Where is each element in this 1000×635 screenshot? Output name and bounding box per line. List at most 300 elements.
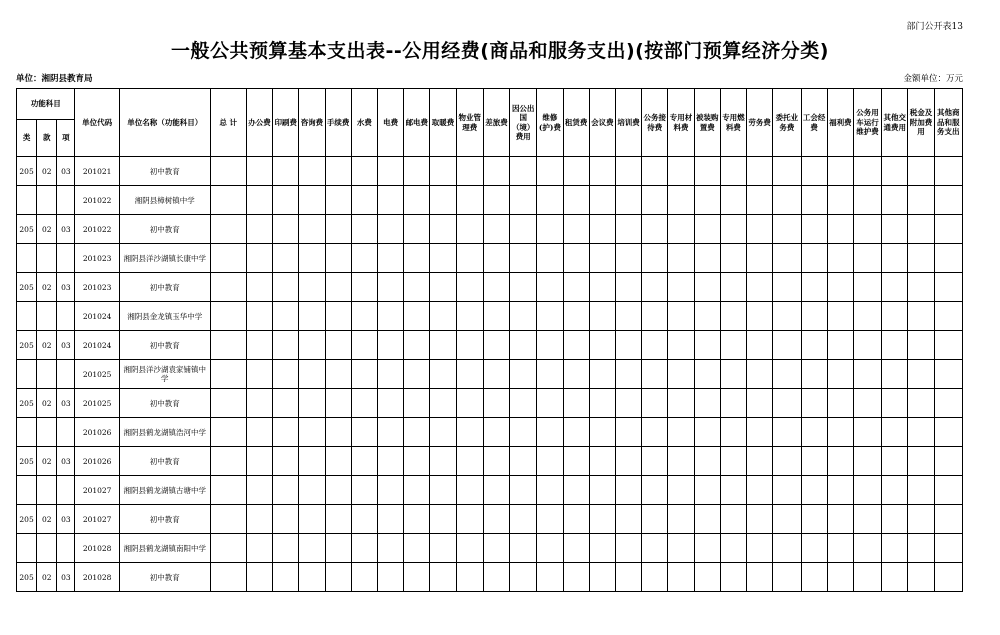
header-expense-8: 物业管理费 <box>456 89 483 157</box>
header-expense-20: 委托业务费 <box>773 89 801 157</box>
cell-expense <box>589 505 615 534</box>
cell-expense <box>299 476 325 505</box>
cell-expense <box>377 273 403 302</box>
cell-expense <box>589 447 615 476</box>
cell-expense <box>615 418 641 447</box>
cell-expense <box>563 331 589 360</box>
cell-expense <box>563 534 589 563</box>
cell-unit-name: 初中教育 <box>119 157 210 186</box>
cell-expense <box>351 447 377 476</box>
cell-expense <box>404 447 430 476</box>
cell-expense <box>720 389 746 418</box>
cell-expense <box>483 447 509 476</box>
cell-expense <box>589 360 615 389</box>
table-row <box>17 302 963 331</box>
cell-expense <box>563 418 589 447</box>
cell-expense <box>720 418 746 447</box>
cell-expense <box>537 331 563 360</box>
cell-expense <box>273 302 299 331</box>
cell-expense <box>273 273 299 302</box>
header-expense-22: 福利费 <box>827 89 853 157</box>
header-expense-10: 因公出国（境）费用 <box>510 89 537 157</box>
cell-expense <box>827 389 853 418</box>
cell-expense <box>325 157 351 186</box>
cell-expense <box>351 215 377 244</box>
cell-expense <box>773 505 801 534</box>
cell-expense <box>908 389 934 418</box>
cell-kuan: 02 <box>37 273 57 302</box>
cell-expense <box>404 273 430 302</box>
cell-expense <box>668 215 694 244</box>
cell-total <box>210 157 246 186</box>
cell-expense <box>827 418 853 447</box>
cell-expense <box>934 302 962 331</box>
cell-expense <box>430 157 456 186</box>
cell-expense <box>827 447 853 476</box>
cell-expense <box>773 244 801 273</box>
cell-expense <box>563 447 589 476</box>
cell-expense <box>404 244 430 273</box>
cell-expense <box>273 476 299 505</box>
cell-expense <box>694 389 720 418</box>
cell-expense <box>351 505 377 534</box>
cell-expense <box>801 534 827 563</box>
cell-expense <box>720 186 746 215</box>
cell-unit-code: 201026 <box>75 418 119 447</box>
cell-expense <box>908 534 934 563</box>
cell-expense <box>510 302 537 331</box>
cell-lei: 205 <box>17 563 37 592</box>
cell-expense <box>801 244 827 273</box>
cell-expense <box>246 273 272 302</box>
cell-expense <box>273 505 299 534</box>
cell-expense <box>483 273 509 302</box>
cell-kuan <box>37 186 57 215</box>
cell-expense <box>642 186 668 215</box>
cell-expense <box>456 360 483 389</box>
cell-expense <box>827 476 853 505</box>
cell-expense <box>563 273 589 302</box>
cell-expense <box>773 302 801 331</box>
cell-expense <box>246 534 272 563</box>
cell-expense <box>908 273 934 302</box>
cell-expense <box>827 186 853 215</box>
cell-expense <box>430 244 456 273</box>
cell-expense <box>882 215 908 244</box>
cell-expense <box>642 505 668 534</box>
header-expense-12: 租赁费 <box>563 89 589 157</box>
cell-total <box>210 244 246 273</box>
cell-lei: 205 <box>17 331 37 360</box>
cell-expense <box>377 505 403 534</box>
cell-expense <box>615 215 641 244</box>
header-func-lei: 类 <box>17 120 37 157</box>
header-expense-9: 差旅费 <box>483 89 509 157</box>
cell-unit-name: 湘阴县洋沙湖袁家铺镇中学 <box>119 360 210 389</box>
header-expense-26: 其他商品和服务支出 <box>934 89 962 157</box>
cell-unit-name: 湘阴县鹤龙湖镇古塘中学 <box>119 476 210 505</box>
cell-expense <box>720 157 746 186</box>
cell-expense <box>668 273 694 302</box>
cell-expense <box>456 447 483 476</box>
cell-expense <box>773 186 801 215</box>
cell-kuan <box>37 302 57 331</box>
cell-expense <box>853 447 881 476</box>
cell-expense <box>273 534 299 563</box>
cell-expense <box>747 331 773 360</box>
cell-xiang <box>57 360 75 389</box>
cell-expense <box>882 186 908 215</box>
cell-expense <box>377 244 403 273</box>
cell-lei: 205 <box>17 389 37 418</box>
cell-expense <box>404 534 430 563</box>
cell-expense <box>882 563 908 592</box>
cell-expense <box>589 186 615 215</box>
header-func-kuan: 款 <box>37 120 57 157</box>
cell-unit-code: 201027 <box>75 476 119 505</box>
cell-expense <box>483 534 509 563</box>
cell-expense <box>351 273 377 302</box>
cell-expense <box>720 476 746 505</box>
cell-expense <box>827 244 853 273</box>
cell-expense <box>299 505 325 534</box>
cell-expense <box>747 389 773 418</box>
cell-expense <box>456 331 483 360</box>
cell-xiang <box>57 418 75 447</box>
cell-expense <box>483 418 509 447</box>
cell-expense <box>668 244 694 273</box>
cell-expense <box>615 389 641 418</box>
cell-expense <box>483 563 509 592</box>
cell-xiang: 03 <box>57 563 75 592</box>
cell-expense <box>908 563 934 592</box>
cell-kuan: 02 <box>37 563 57 592</box>
cell-expense <box>908 476 934 505</box>
cell-expense <box>853 186 881 215</box>
cell-expense <box>694 505 720 534</box>
cell-expense <box>351 476 377 505</box>
cell-expense <box>589 157 615 186</box>
cell-expense <box>537 244 563 273</box>
cell-expense <box>934 360 962 389</box>
cell-unit-code: 201022 <box>75 215 119 244</box>
header-expense-7: 取暖费 <box>430 89 456 157</box>
cell-expense <box>430 360 456 389</box>
cell-expense <box>615 244 641 273</box>
cell-expense <box>642 157 668 186</box>
cell-unit-code: 201028 <box>75 534 119 563</box>
cell-expense <box>615 447 641 476</box>
cell-expense <box>483 244 509 273</box>
cell-expense <box>483 215 509 244</box>
cell-unit-code: 201023 <box>75 244 119 273</box>
cell-expense <box>404 302 430 331</box>
cell-unit-name: 初中教育 <box>119 505 210 534</box>
cell-expense <box>882 244 908 273</box>
cell-expense <box>827 157 853 186</box>
cell-expense <box>934 389 962 418</box>
table-row <box>17 215 963 244</box>
cell-expense <box>430 505 456 534</box>
cell-expense <box>773 157 801 186</box>
cell-expense <box>720 360 746 389</box>
cell-expense <box>456 186 483 215</box>
cell-expense <box>668 186 694 215</box>
cell-expense <box>430 302 456 331</box>
table-row <box>17 273 963 302</box>
cell-expense <box>325 186 351 215</box>
cell-expense <box>694 476 720 505</box>
cell-expense <box>882 447 908 476</box>
cell-expense <box>404 331 430 360</box>
cell-expense <box>510 186 537 215</box>
cell-expense <box>537 505 563 534</box>
table-row <box>17 331 963 360</box>
cell-expense <box>351 244 377 273</box>
cell-lei <box>17 244 37 273</box>
cell-expense <box>720 447 746 476</box>
cell-xiang: 03 <box>57 389 75 418</box>
cell-expense <box>377 157 403 186</box>
cell-expense <box>882 389 908 418</box>
cell-expense <box>456 157 483 186</box>
cell-expense <box>351 331 377 360</box>
header-expense-5: 电费 <box>377 89 403 157</box>
cell-kuan: 02 <box>37 389 57 418</box>
cell-kuan: 02 <box>37 157 57 186</box>
cell-expense <box>773 360 801 389</box>
header-expense-0: 办公费 <box>246 89 272 157</box>
cell-expense <box>801 186 827 215</box>
cell-expense <box>325 302 351 331</box>
cell-expense <box>747 534 773 563</box>
cell-expense <box>325 273 351 302</box>
cell-expense <box>853 244 881 273</box>
cell-expense <box>537 302 563 331</box>
cell-expense <box>853 273 881 302</box>
cell-expense <box>694 563 720 592</box>
cell-expense <box>430 331 456 360</box>
header-expense-11: 维修(护)费 <box>537 89 563 157</box>
cell-expense <box>694 186 720 215</box>
cell-expense <box>273 244 299 273</box>
cell-expense <box>377 186 403 215</box>
cell-expense <box>563 215 589 244</box>
cell-expense <box>483 360 509 389</box>
cell-kuan: 02 <box>37 331 57 360</box>
cell-expense <box>273 186 299 215</box>
cell-expense <box>882 302 908 331</box>
cell-lei <box>17 186 37 215</box>
cell-expense <box>801 447 827 476</box>
cell-expense <box>801 302 827 331</box>
table-row <box>17 534 963 563</box>
cell-unit-name: 初中教育 <box>119 563 210 592</box>
cell-expense <box>668 302 694 331</box>
cell-expense <box>273 215 299 244</box>
cell-expense <box>827 534 853 563</box>
cell-xiang <box>57 534 75 563</box>
cell-expense <box>694 331 720 360</box>
cell-expense <box>720 302 746 331</box>
cell-lei <box>17 360 37 389</box>
cell-expense <box>351 360 377 389</box>
cell-expense <box>720 215 746 244</box>
cell-total <box>210 563 246 592</box>
cell-expense <box>299 215 325 244</box>
cell-expense <box>456 505 483 534</box>
cell-expense <box>642 389 668 418</box>
header-func-group: 功能科目 <box>17 89 75 120</box>
cell-expense <box>747 418 773 447</box>
cell-expense <box>694 534 720 563</box>
cell-expense <box>853 505 881 534</box>
cell-xiang: 03 <box>57 505 75 534</box>
cell-expense <box>456 563 483 592</box>
cell-expense <box>747 360 773 389</box>
cell-total <box>210 476 246 505</box>
cell-expense <box>430 534 456 563</box>
cell-expense <box>299 302 325 331</box>
cell-expense <box>537 447 563 476</box>
cell-expense <box>694 273 720 302</box>
cell-expense <box>483 389 509 418</box>
cell-expense <box>377 418 403 447</box>
cell-expense <box>853 418 881 447</box>
cell-expense <box>404 389 430 418</box>
cell-total <box>210 186 246 215</box>
cell-expense <box>510 389 537 418</box>
cell-expense <box>325 476 351 505</box>
cell-lei <box>17 418 37 447</box>
cell-expense <box>720 534 746 563</box>
cell-expense <box>801 360 827 389</box>
cell-expense <box>246 186 272 215</box>
cell-expense <box>668 157 694 186</box>
cell-expense <box>668 418 694 447</box>
cell-expense <box>908 331 934 360</box>
header-expense-6: 邮电费 <box>404 89 430 157</box>
header-expense-3: 手续费 <box>325 89 351 157</box>
cell-unit-name: 湘阴县樟树镇中学 <box>119 186 210 215</box>
cell-xiang: 03 <box>57 273 75 302</box>
cell-expense <box>853 157 881 186</box>
cell-expense <box>773 447 801 476</box>
cell-expense <box>537 273 563 302</box>
cell-expense <box>273 331 299 360</box>
cell-lei <box>17 302 37 331</box>
cell-expense <box>589 244 615 273</box>
cell-expense <box>563 360 589 389</box>
cell-expense <box>430 215 456 244</box>
cell-unit-name: 初中教育 <box>119 273 210 302</box>
cell-expense <box>615 476 641 505</box>
cell-kuan <box>37 244 57 273</box>
cell-expense <box>510 244 537 273</box>
cell-expense <box>801 505 827 534</box>
cell-unit-name: 初中教育 <box>119 447 210 476</box>
cell-expense <box>642 273 668 302</box>
cell-expense <box>246 302 272 331</box>
cell-unit-name: 湘阴县金龙镇玉华中学 <box>119 302 210 331</box>
cell-expense <box>273 418 299 447</box>
cell-xiang <box>57 244 75 273</box>
cell-lei <box>17 476 37 505</box>
cell-expense <box>325 447 351 476</box>
cell-expense <box>325 534 351 563</box>
cell-lei: 205 <box>17 215 37 244</box>
cell-expense <box>668 331 694 360</box>
cell-expense <box>882 157 908 186</box>
cell-expense <box>510 331 537 360</box>
cell-expense <box>642 244 668 273</box>
cell-expense <box>694 244 720 273</box>
cell-expense <box>908 157 934 186</box>
cell-expense <box>668 534 694 563</box>
cell-expense <box>377 447 403 476</box>
report-title: 一般公共预算基本支出表--公用经费(商品和服务支出)(按部门预算经济分类) <box>170 40 829 62</box>
cell-expense <box>246 389 272 418</box>
cell-expense <box>404 563 430 592</box>
cell-lei: 205 <box>17 505 37 534</box>
cell-expense <box>510 360 537 389</box>
table-row <box>17 389 963 418</box>
cell-expense <box>694 302 720 331</box>
cell-expense <box>325 563 351 592</box>
cell-expense <box>694 360 720 389</box>
cell-expense <box>510 534 537 563</box>
cell-expense <box>377 476 403 505</box>
header-expense-13: 会议费 <box>589 89 615 157</box>
cell-expense <box>456 534 483 563</box>
header-expense-24: 其他交通费用 <box>882 89 908 157</box>
cell-expense <box>510 563 537 592</box>
cell-expense <box>246 418 272 447</box>
cell-expense <box>430 418 456 447</box>
cell-expense <box>537 215 563 244</box>
cell-expense <box>246 476 272 505</box>
cell-expense <box>694 215 720 244</box>
cell-expense <box>827 360 853 389</box>
cell-expense <box>404 418 430 447</box>
cell-expense <box>934 331 962 360</box>
cell-expense <box>882 476 908 505</box>
cell-unit-code: 201021 <box>75 157 119 186</box>
cell-unit-code: 201024 <box>75 331 119 360</box>
cell-expense <box>908 360 934 389</box>
amount-unit-label: 金额单位：万元 <box>903 74 963 84</box>
cell-expense <box>908 505 934 534</box>
cell-expense <box>510 273 537 302</box>
cell-expense <box>934 418 962 447</box>
cell-expense <box>563 302 589 331</box>
cell-expense <box>934 563 962 592</box>
cell-total <box>210 534 246 563</box>
cell-kuan <box>37 476 57 505</box>
cell-xiang: 03 <box>57 157 75 186</box>
cell-expense <box>668 360 694 389</box>
cell-expense <box>908 447 934 476</box>
budget-table <box>16 88 963 592</box>
cell-expense <box>351 186 377 215</box>
cell-expense <box>908 302 934 331</box>
cell-expense <box>694 157 720 186</box>
table-row <box>17 186 963 215</box>
cell-expense <box>483 186 509 215</box>
cell-expense <box>908 244 934 273</box>
cell-expense <box>934 505 962 534</box>
header-unit-name: 单位名称（功能科目） <box>119 89 210 157</box>
